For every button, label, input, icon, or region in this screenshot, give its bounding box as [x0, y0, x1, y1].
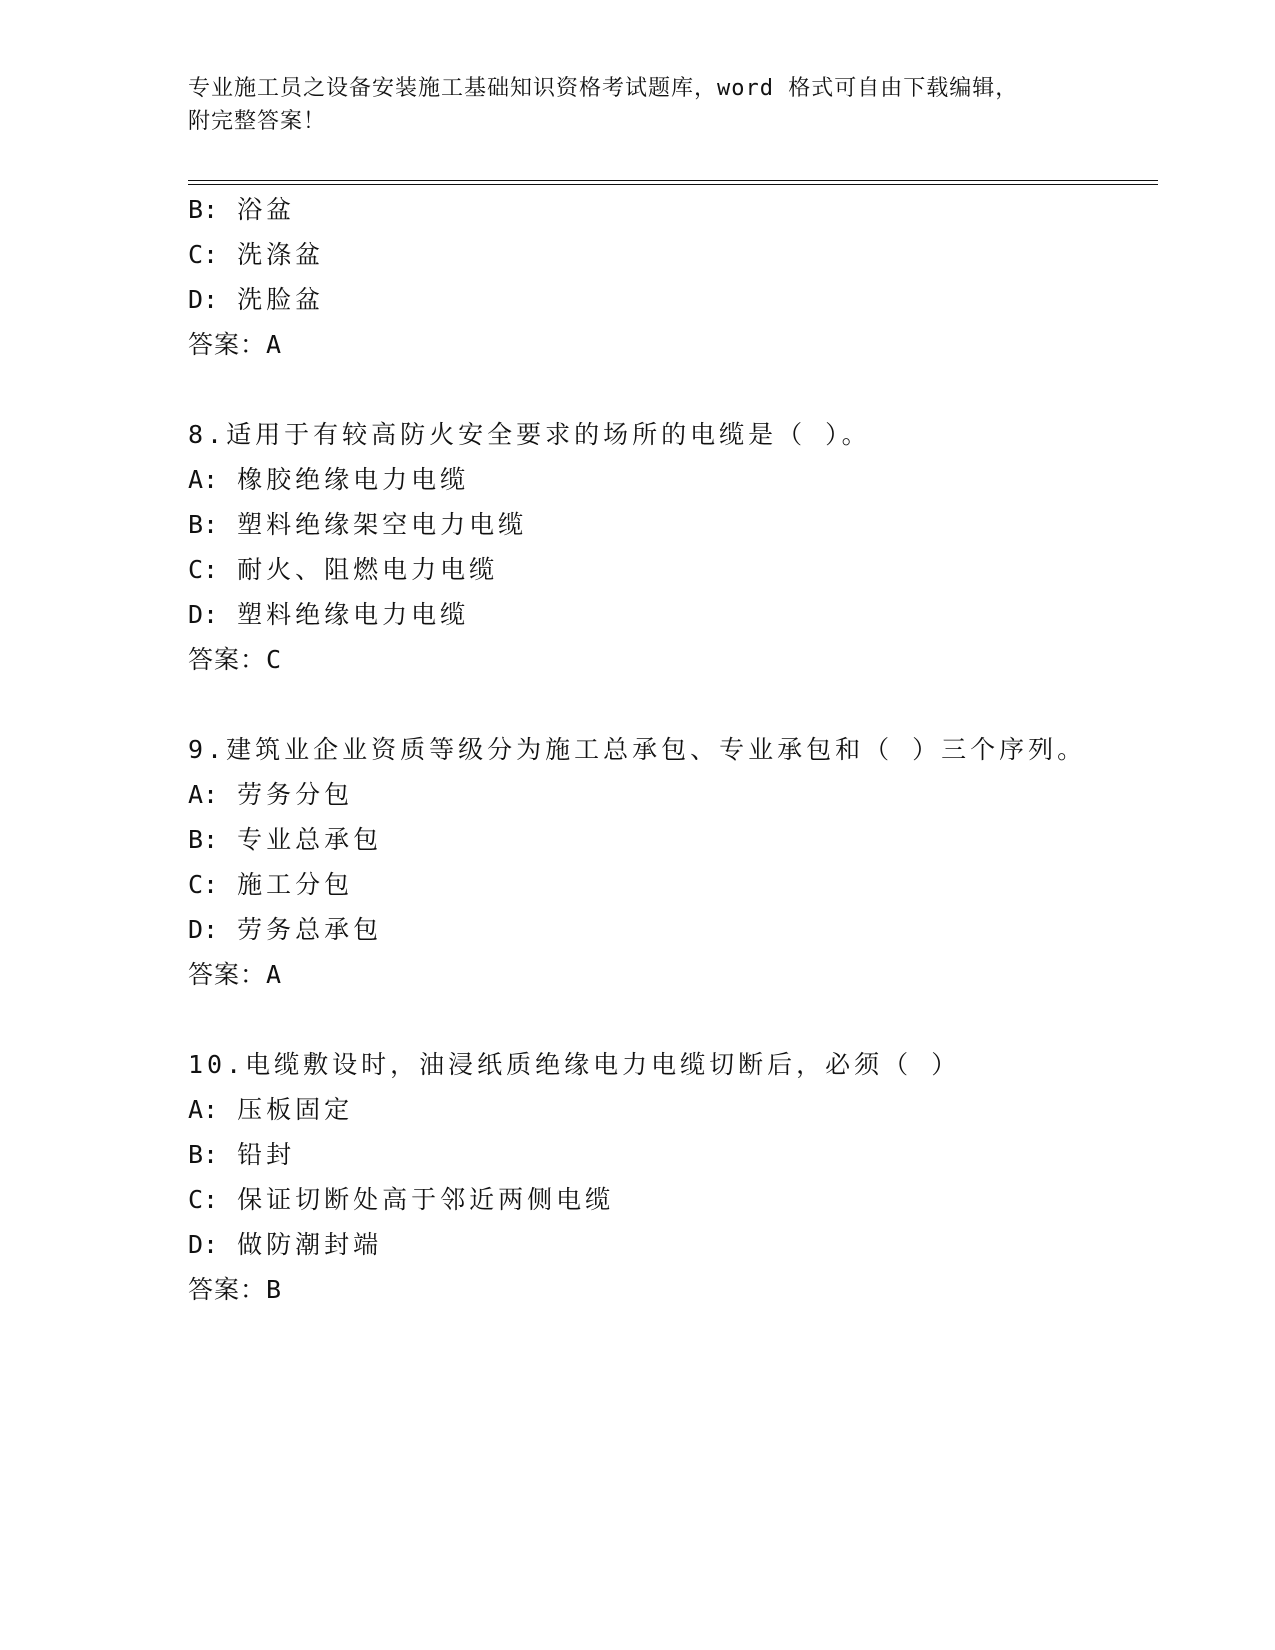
option-text: 做防潮封端	[237, 1230, 383, 1259]
q10-stem: 10.电缆敷设时，油浸纸质绝缘电力电缆切断后，必须（ ）	[188, 1050, 961, 1079]
q7-option-c	[188, 239, 324, 271]
option-text: 保证切断处高于邻近两侧电缆	[237, 1185, 615, 1214]
q9-option-a	[188, 779, 353, 811]
option-text: 压板固定	[237, 1095, 354, 1124]
answer-value: B	[266, 1275, 283, 1304]
answer-value: A	[266, 330, 283, 359]
option-text: 耐火、阻燃电力电缆	[237, 555, 499, 584]
header-divider-top	[188, 180, 1158, 181]
q9-option-b	[188, 824, 382, 856]
option-text: 浴盆	[237, 195, 296, 224]
option-label: B:	[188, 195, 219, 224]
option-label: D:	[188, 1230, 219, 1259]
q8-answer	[188, 644, 282, 676]
q9-option-d	[188, 914, 382, 946]
document-header	[188, 72, 1088, 138]
q10-option-b	[188, 1139, 295, 1171]
answer-label: 答案：	[188, 645, 267, 674]
option-label: B:	[188, 510, 219, 539]
option-label: B:	[188, 825, 219, 854]
option-text: 洗涤盆	[237, 240, 325, 269]
answer-value: A	[266, 960, 283, 989]
option-label: C:	[188, 870, 219, 899]
q8-option-d	[188, 599, 469, 631]
q9-stem: 9.建筑业企业资质等级分为施工总承包、专业承包和（ ）三个序列。	[188, 735, 1087, 764]
q10-option-c	[188, 1184, 614, 1216]
header-line-1: 专业施工员之设备安装施工基础知识资格考试题库，word 格式可自由下载编辑，	[188, 76, 1019, 101]
header-divider-bottom	[188, 184, 1158, 185]
option-text: 塑料绝缘架空电力电缆	[237, 510, 528, 539]
q10-option-a	[188, 1094, 353, 1126]
option-text: 塑料绝缘电力电缆	[237, 600, 470, 629]
option-text: 劳务总承包	[237, 915, 383, 944]
q8-stem: 8.适用于有较高防火安全要求的场所的电缆是（ ）。	[188, 420, 871, 449]
q10-answer	[188, 1274, 282, 1306]
option-label: A:	[188, 465, 219, 494]
q9-option-c	[188, 869, 353, 901]
option-text: 洗脸盆	[237, 285, 325, 314]
q8-option-a	[188, 464, 469, 496]
q7-answer	[188, 329, 282, 361]
option-label: B:	[188, 1140, 219, 1169]
q9-answer	[188, 959, 282, 991]
q8-option-c	[188, 554, 498, 586]
answer-label: 答案：	[188, 1275, 267, 1304]
q10-option-d	[188, 1229, 382, 1261]
option-label: D:	[188, 285, 219, 314]
q7-option-d	[188, 284, 324, 316]
answer-label: 答案：	[188, 960, 267, 989]
option-label: A:	[188, 1095, 219, 1124]
option-label: D:	[188, 600, 219, 629]
answer-value: C	[266, 645, 283, 674]
option-label: A:	[188, 780, 219, 809]
option-label: D:	[188, 915, 219, 944]
option-label: C:	[188, 555, 219, 584]
q8-option-b	[188, 509, 527, 541]
answer-label: 答案：	[188, 330, 267, 359]
option-text: 劳务分包	[237, 780, 354, 809]
option-text: 施工分包	[237, 870, 354, 899]
option-text: 专业总承包	[237, 825, 383, 854]
header-line-2: 附完整答案！	[188, 109, 327, 134]
option-label: C:	[188, 240, 219, 269]
option-text: 橡胶绝缘电力电缆	[237, 465, 470, 494]
option-label: C:	[188, 1185, 219, 1214]
option-text: 铅封	[237, 1140, 296, 1169]
q7-option-b	[188, 194, 295, 226]
